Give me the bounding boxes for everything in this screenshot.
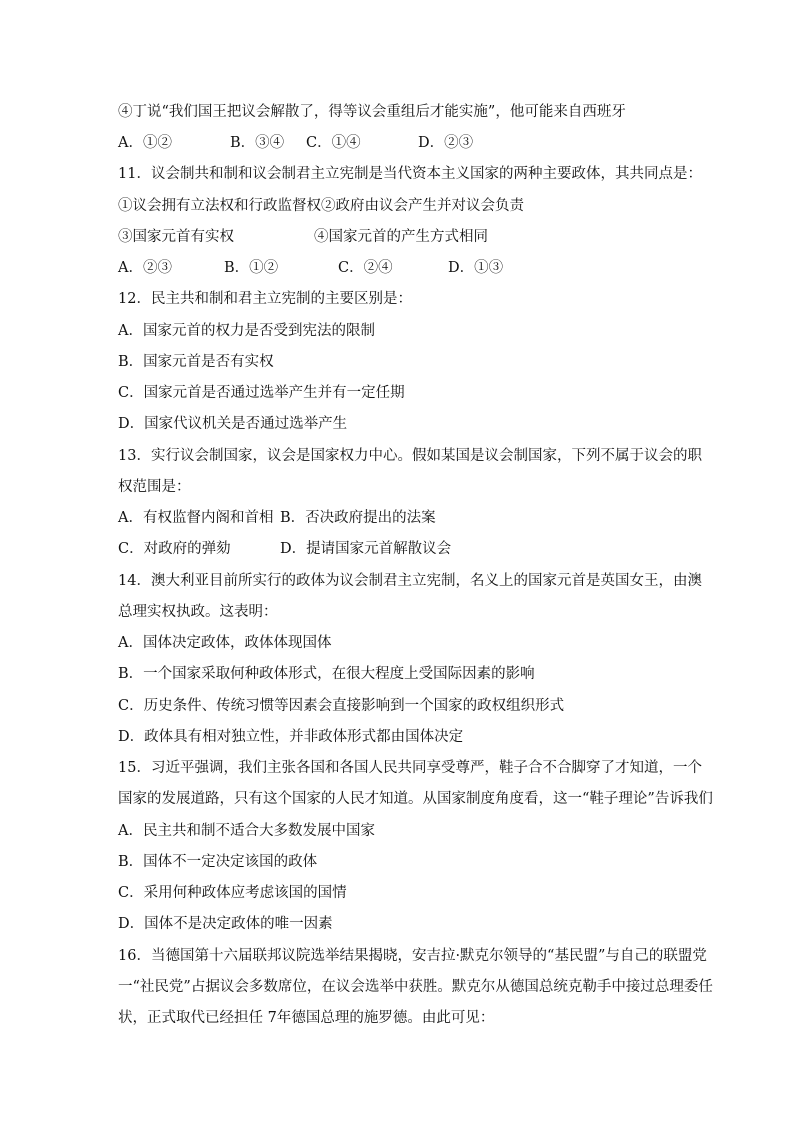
- question-stem: 14．澳大利亚目前所实行的政体为议会制君主立宪制，名义上的国家元首是英国女王，由澳: [118, 573, 702, 589]
- option-c: C．历史条件、传统习惯等因素会直接影响到一个国家的政权组织形式: [118, 698, 565, 714]
- question-stem: 13．实行议会制国家，议会是国家权力中心。假如某国是议会制国家，下列不属于议会的职: [118, 448, 702, 464]
- option-d: D．国家代议机关是否通过选举产生: [118, 416, 348, 432]
- question-stem: 11．议会制共和制和议会制君主立宪制是当代资本主义国家的两种主要政体，其共同点是：: [118, 166, 702, 182]
- option-b: B．国体不一定决定该国的政体: [118, 854, 318, 870]
- option-text: ④丁说“我们国王把议会解散了，得等议会重组后才能实施”，他可能来自西班牙: [118, 104, 626, 120]
- option-a: A．①②: [118, 135, 172, 151]
- option-a: A．国家元首的权力是否受到宪法的限制: [118, 323, 375, 339]
- statement-line: ①议会拥有立法权和行政监督权②政府由议会产生并对议会负责: [118, 198, 524, 214]
- option-c: C．采用何种政体应考虑该国的国情: [118, 885, 347, 901]
- option-a: A．国体决定政体，政体体现国体: [118, 635, 332, 651]
- option-d: D．②③: [418, 135, 474, 151]
- question-stem: 15．习近平强调，我们主张各国和各国人民共同享受尊严，鞋子合不合脚穿了才知道，一个: [118, 760, 702, 776]
- option-a: A．有权监督内阁和首相: [118, 510, 274, 526]
- option-c: C．对政府的弹劾: [118, 541, 231, 557]
- question-stem-continued: 一“社民党”占据议会多数席位，在议会选举中获胜。默克尔从德国总统克勒手中接过总理委任: [118, 979, 713, 995]
- option-a: A．②③: [118, 260, 172, 276]
- option-b: B．①②: [224, 260, 279, 276]
- option-d: D．政体具有相对独立性，并非政体形式都由国体决定: [118, 729, 464, 745]
- question-stem-continued: 总理实权执政。这表明：: [118, 604, 278, 620]
- option-d: D．国体不是决定政体的唯一因素: [118, 916, 333, 932]
- statement-4: ④国家元首的产生方式相同: [314, 229, 488, 245]
- option-c: C．①④: [306, 135, 361, 151]
- question-stem: 12．民主共和制和君主立宪制的主要区别是：: [118, 291, 412, 307]
- option-a: A．民主共和制不适合大多数发展中国家: [118, 823, 375, 839]
- option-c: C．②④: [338, 260, 393, 276]
- question-stem-continued: 国家的发展道路，只有这个国家的人民才知道。从国家制度角度看，这一“鞋子理论”告诉我们: [118, 791, 713, 807]
- question-stem-continued: 权范围是：: [118, 479, 191, 495]
- option-c: C．国家元首是否通过选举产生并有一定任期: [118, 385, 405, 401]
- option-b: B．一个国家采取何种政体形式，在很大程度上受国际因素的影响: [118, 666, 535, 682]
- option-b: B．③④: [230, 135, 285, 151]
- question-stem: 16．当德国第十六届联邦议院选举结果揭晓，安吉拉·默克尔领导的“基民盟”与自己的联盟党: [118, 948, 707, 964]
- option-b: B．国家元首是否有实权: [118, 354, 274, 370]
- question-stem-continued: 状，正式取代已经担任 7年德国总理的施罗德。由此可见：: [118, 1010, 495, 1026]
- option-b: B．否决政府提出的法案: [280, 510, 436, 526]
- statement-3: ③国家元首有实权: [118, 229, 234, 245]
- option-d: D．提请国家元首解散议会: [280, 541, 452, 557]
- option-d: D．①③: [448, 260, 504, 276]
